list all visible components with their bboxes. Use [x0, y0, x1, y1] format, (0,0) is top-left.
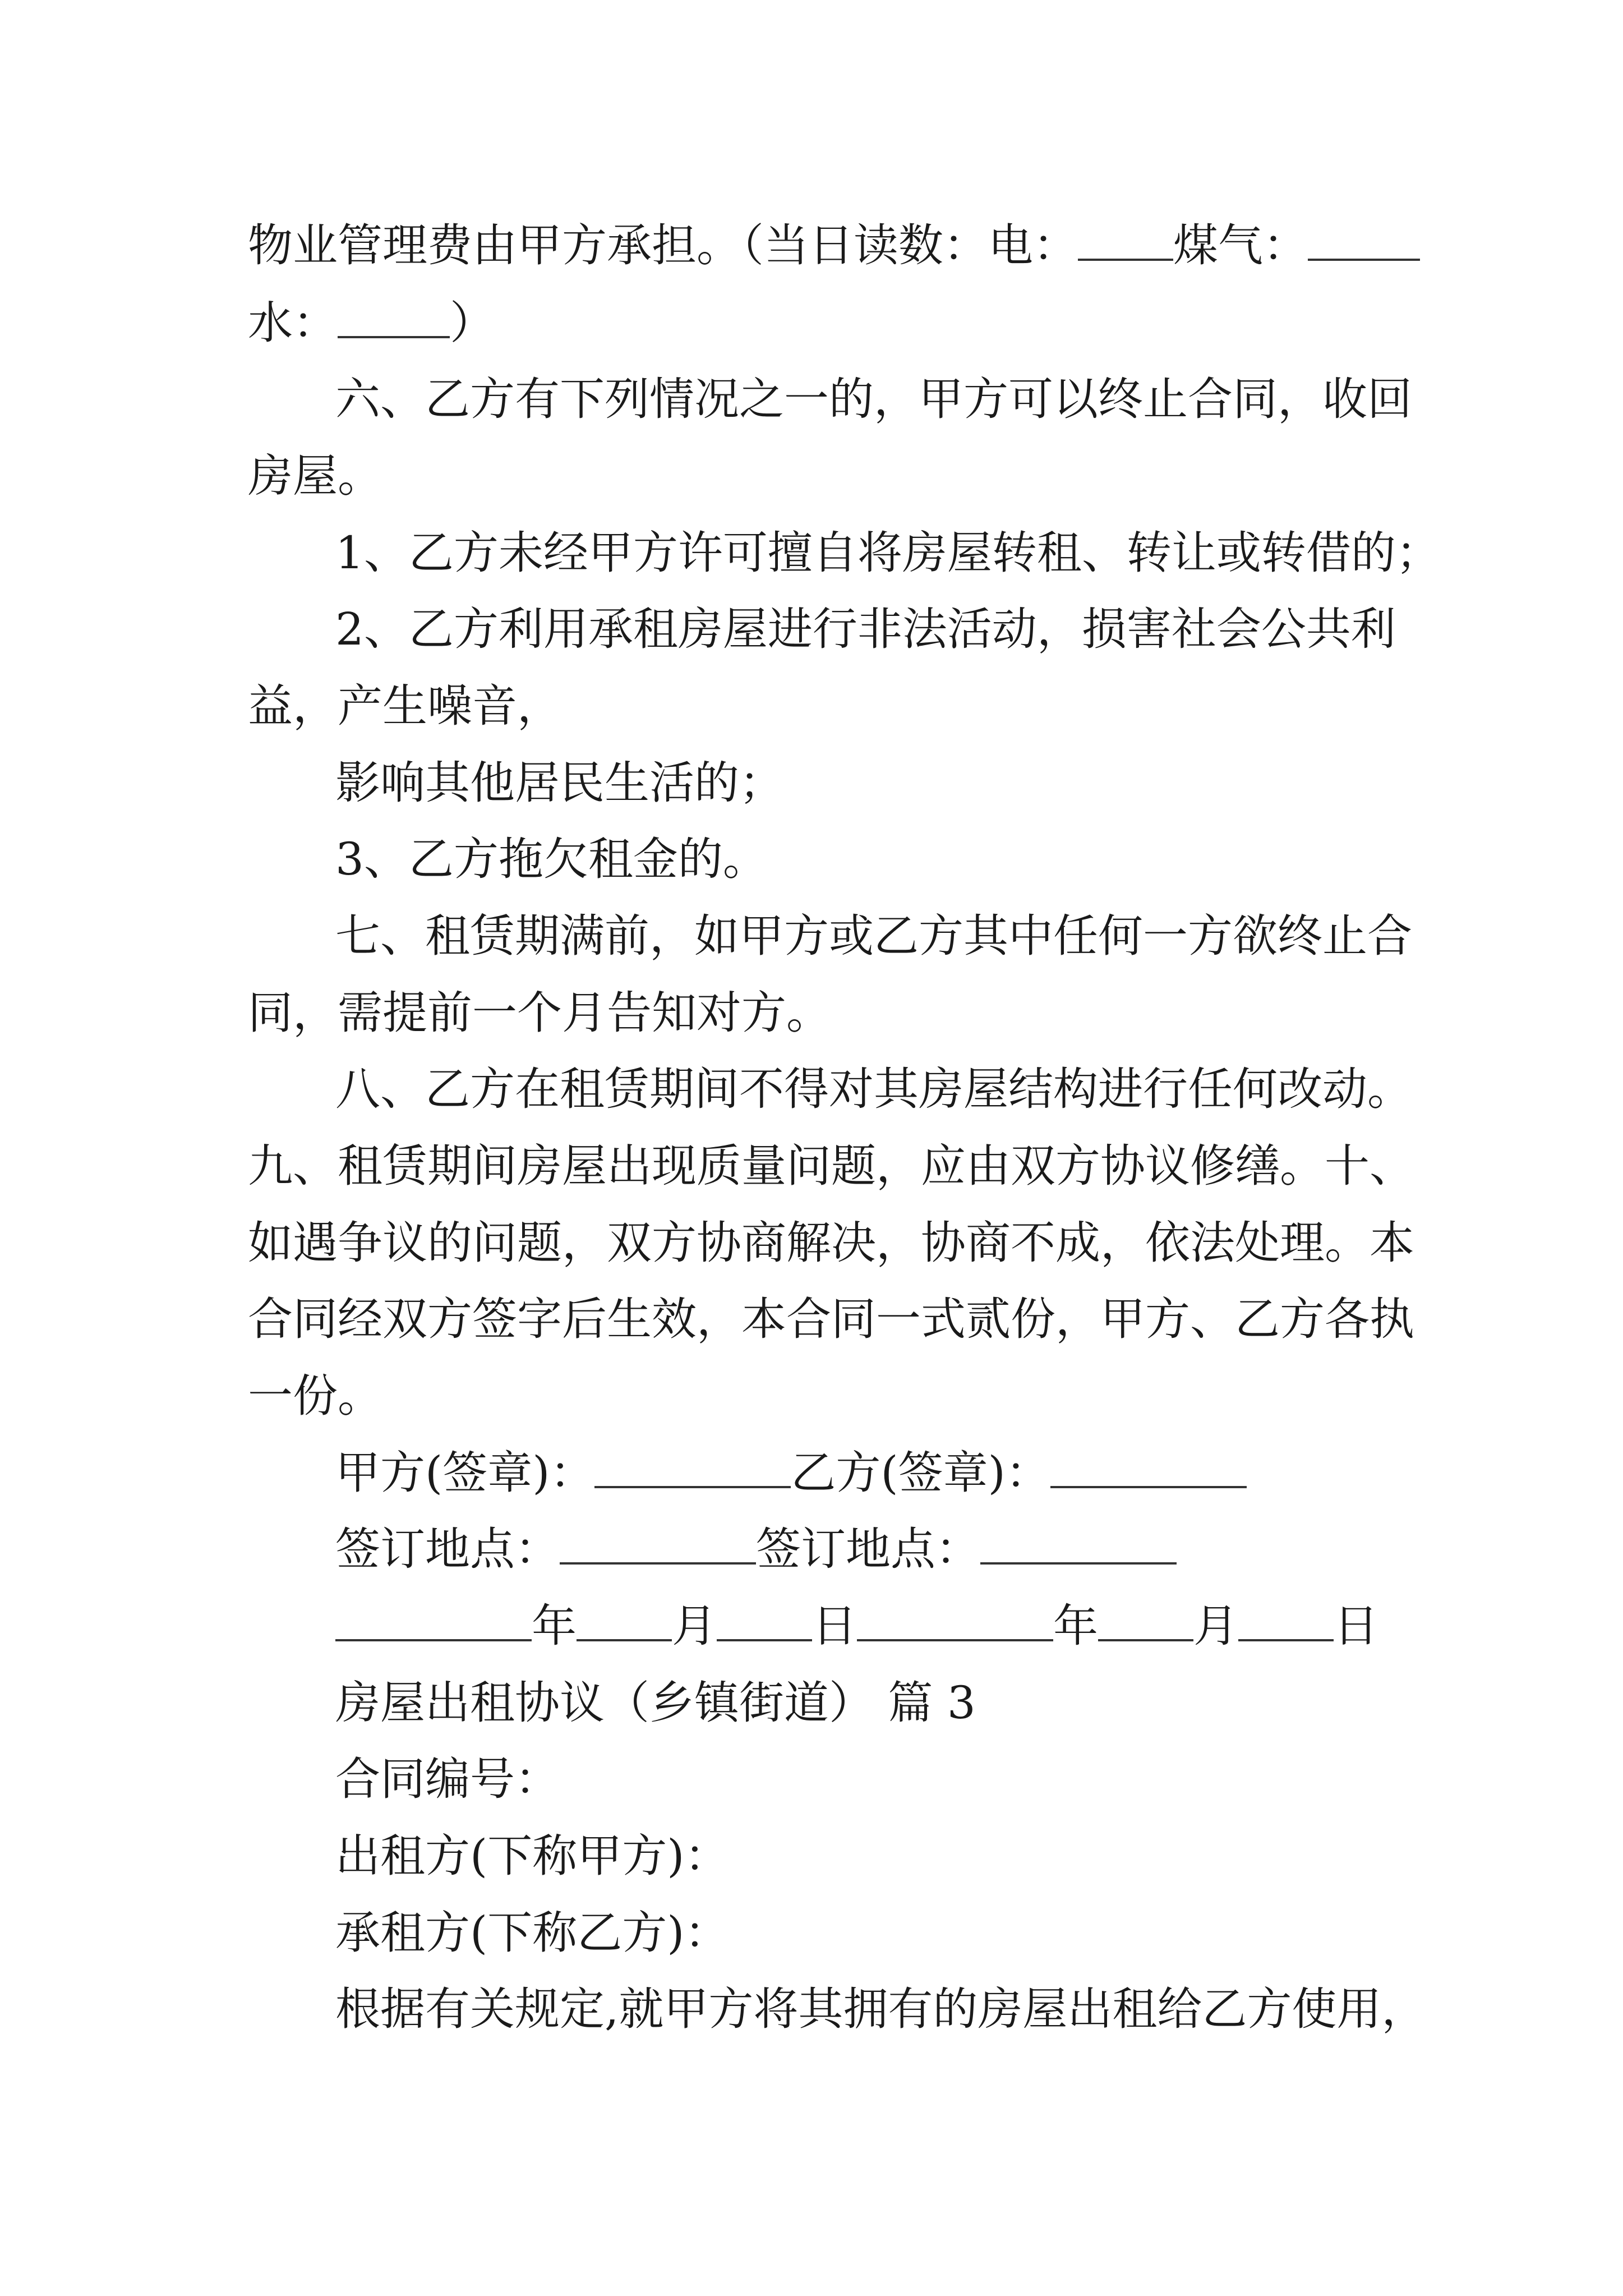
- month-label: 月: [1193, 1600, 1238, 1652]
- clause-effect-cont: 一份。: [248, 1370, 382, 1422]
- section-3-title: 房屋出租协议（乡镇街道） 篇 3: [335, 1677, 976, 1729]
- gas-blank: [1308, 222, 1420, 261]
- clause-7-cont: 同，需提前一个月告知对方。: [248, 987, 831, 1039]
- place-a-label: 签订地点：: [335, 1523, 560, 1575]
- month-b-blank: [1098, 1602, 1193, 1641]
- year-label: 年: [532, 1600, 577, 1652]
- party-b-sign-blank: [1050, 1449, 1247, 1488]
- day-b-blank: [1238, 1602, 1334, 1641]
- date-line: [335, 1596, 1378, 1657]
- clause-6-item-1: 1、乙方未经甲方许可擅自将房屋转租、转让或转借的；: [335, 527, 1441, 579]
- water-blank: [338, 299, 450, 338]
- place-a-blank: [560, 1525, 756, 1565]
- year-label: 年: [1053, 1600, 1098, 1652]
- clause-effect: 合同经双方签字后生效，本合同一式贰份，甲方、乙方各执: [248, 1293, 1414, 1345]
- electricity-blank: [1078, 222, 1173, 261]
- party-a-sign-label: 甲方(签章)：: [335, 1447, 595, 1499]
- clause-6-item-2: 2、乙方利用承租房屋进行非法活动，损害社会公共利: [335, 603, 1396, 655]
- signature-line: [335, 1443, 1247, 1503]
- place-b-blank: [980, 1525, 1177, 1565]
- clause-9-10: 九、租赁期间房屋出现质量问题，应由双方协议修缮。十、: [248, 1140, 1414, 1192]
- month-a-blank: [577, 1602, 672, 1641]
- day-a-blank: [717, 1602, 812, 1641]
- party-a-sign-blank: [594, 1449, 791, 1488]
- text-line: 水：: [248, 297, 338, 349]
- clause-8: 八、乙方在租赁期间不得对其房屋结构进行任何改动。: [335, 1063, 1412, 1115]
- text-line: 煤气：: [1173, 219, 1308, 272]
- lessee-line: 承租方(下称乙方)：: [335, 1907, 730, 1959]
- month-label: 月: [672, 1600, 717, 1652]
- meter-reading-line: [248, 215, 1420, 276]
- contract-number: 合同编号：: [335, 1753, 560, 1805]
- water-reading-line: [248, 293, 495, 353]
- clause-6-cont: 房屋。: [248, 450, 382, 502]
- year-b-blank: [857, 1602, 1053, 1641]
- clause-6: 六、乙方有下列情况之一的，甲方可以终止合同，收回: [335, 373, 1412, 425]
- clause-7: 七、租赁期满前，如甲方或乙方其中任何一方欲终止合: [335, 910, 1412, 962]
- place-b-label: 签订地点：: [756, 1523, 980, 1575]
- text-line: 物业管理费由甲方承担。（当日读数：电：: [248, 219, 1078, 272]
- clause-6-item-2-cont: 益，产生噪音，: [248, 680, 562, 732]
- text-line: ）: [450, 297, 495, 349]
- day-label: 日: [1334, 1600, 1378, 1652]
- lessor-line: 出租方(下称甲方)：: [335, 1830, 730, 1882]
- year-a-blank: [335, 1602, 532, 1641]
- clause-10-cont: 如遇争议的问题，双方协商解决，协商不成，依法处理。本: [248, 1217, 1414, 1269]
- intro-line: 根据有关规定,就甲方将其拥有的房屋出租给乙方使用，: [335, 1983, 1427, 2035]
- day-label: 日: [812, 1600, 857, 1652]
- clause-6-item-2-cont2: 影响其他居民生活的；: [335, 757, 784, 809]
- party-b-sign-label: 乙方(签章)：: [791, 1447, 1050, 1499]
- signing-place-line: [335, 1519, 1177, 1580]
- clause-6-item-3: 3、乙方拖欠租金的。: [335, 833, 768, 885]
